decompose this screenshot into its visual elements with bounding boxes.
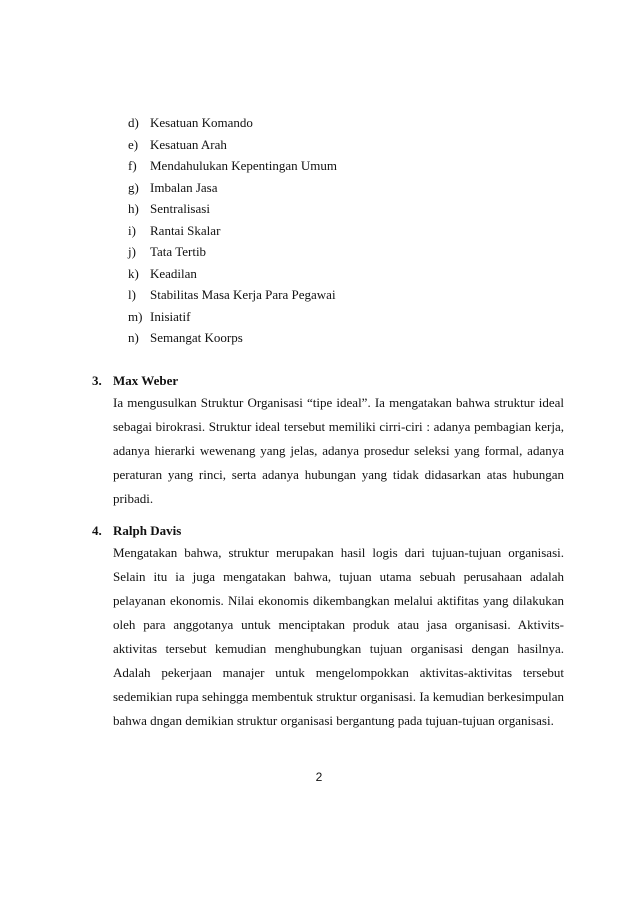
principles-list <box>128 112 337 349</box>
list-item <box>128 284 337 306</box>
list-item <box>128 198 337 220</box>
list-item-letter: k) <box>128 265 139 281</box>
list-item-text: Inisiatif <box>150 308 191 324</box>
list-item <box>128 327 337 349</box>
list-item-letter: d) <box>128 115 139 130</box>
list-item <box>128 306 337 328</box>
list-item-letter: l) <box>128 287 136 302</box>
list-item <box>128 112 337 134</box>
section-heading <box>92 521 564 541</box>
list-item-letter: j) <box>128 244 136 259</box>
list-item <box>128 220 337 242</box>
list-item-text: Keadilan <box>150 265 197 281</box>
list-item-text: Imbalan Jasa <box>150 179 218 195</box>
list-item-text: Mendahulukan Kepentingan Umum <box>150 158 338 173</box>
list-item <box>128 134 337 156</box>
section-heading <box>92 371 564 391</box>
section-paragraph: Ia mengusulkan Struktur Organisasi “tipe ideal”. Ia mengatakan bahwa struktur ideal sebagai birokrasi. Struktur ideal tersebut memiliki cirri-ciri : adanya pembagian kerja, adanya hierarki wewenang yang jelas, adanya prosedur seleksi yang formal, adanya peraturan yang rinci, serta adanya hubungan yang tidak didasarkan atas hubungan pribadi. <box>113 395 564 506</box>
section-max-weber <box>92 371 564 511</box>
list-item-letter: e) <box>128 136 139 152</box>
list-item-text: Sentralisasi <box>150 201 210 216</box>
list-item-text: Kesatuan Arah <box>150 136 227 152</box>
list-item-text: Stabilitas Masa Kerja Para Pegawai <box>150 287 336 302</box>
section-paragraph: Mengatakan bahwa, struktur merupakan hasil logis dari tujuan-tujuan organisasi. Selain itu ia juga mengatakan bahwa, tujuan utama sebuah perusahaan adalah pelayanan ekonomis. Nilai ekonomis dikembangkan melalui aktifitas yang dilakukan oleh para anggotanya untuk menciptakan produk atau jasa organisasi. Aktivits-aktivitas tersebut kemudian menghubungkan tujuan organisasi dengan hasilnya. Adalah pekerjaan manajer untuk mengelompokkan aktivitas-aktivitas tersebut sedemikian rupa sehingga membentuk struktur organisasi. Ia kemudian berkesimpulan bahwa dngan demikian struktur organisasi bergantung pada tujuan-tujuan organisasi. <box>113 545 564 728</box>
section-ralph-davis <box>92 521 564 733</box>
list-item-text: Tata Tertib <box>150 244 207 259</box>
list-item-letter: n) <box>128 330 139 345</box>
list-item <box>128 241 337 263</box>
list-item <box>128 155 337 177</box>
list-item-letter: f) <box>128 158 137 173</box>
list-item-text: Semangat Koorps <box>150 330 243 345</box>
list-item-letter: i) <box>128 222 136 238</box>
list-item <box>128 177 337 199</box>
section-number: 4. <box>92 523 102 538</box>
list-item-text: Kesatuan Komando <box>150 115 253 130</box>
section-title: Max Weber <box>113 373 179 388</box>
list-item <box>128 263 337 285</box>
list-item-text: Rantai Skalar <box>150 222 221 238</box>
section-number: 3. <box>92 373 102 388</box>
page-number: 2 <box>315 770 323 784</box>
list-item-letter: h) <box>128 201 139 216</box>
section-title: Ralph Davis <box>113 523 182 538</box>
list-item-letter: g) <box>128 179 139 195</box>
list-item-letter: m) <box>128 308 143 324</box>
